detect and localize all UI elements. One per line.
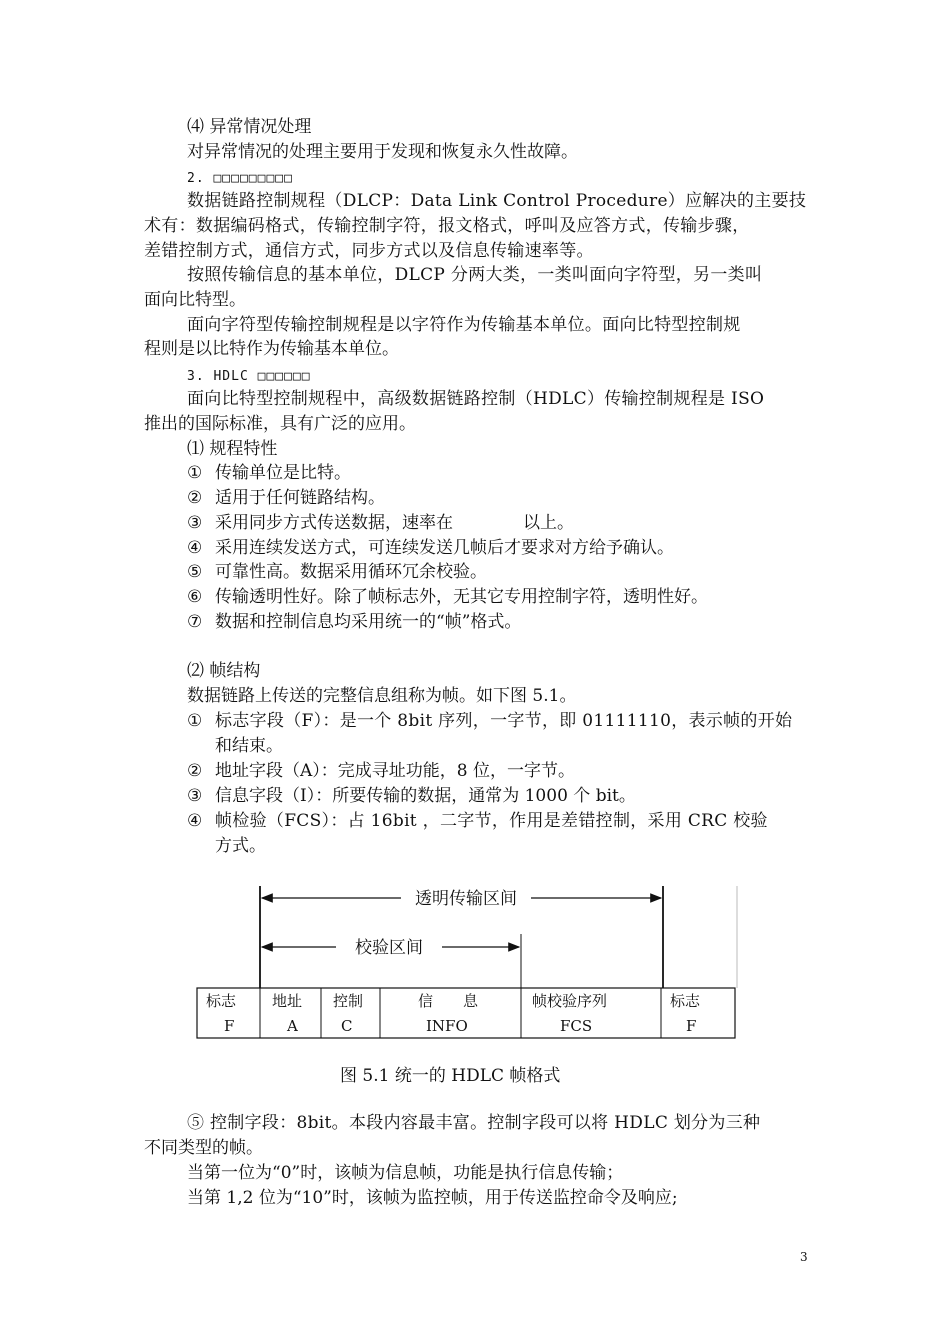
- paragraph-line: 按照传输信息的基本单位，DLCP 分两大类，一类叫面向字符型，另一类叫: [187, 265, 763, 285]
- paragraph-line: 当第 1,2 位为“10”时，该帧为监控帧，用于传送监控命令及响应;: [187, 1188, 678, 1208]
- paragraph-line: ⑤ 控制字段：8bit。本段内容最丰富。控制字段可以将 HDLC 划分为三种: [187, 1113, 761, 1133]
- paragraph-line: 面向字符型传输控制规程是以字符作为传输基本单位。面向比特型控制规: [187, 315, 741, 335]
- section-heading-2-text: 2. □□□□□□□□□: [187, 171, 293, 186]
- list-text: 可靠性高。数据采用循环冗余校验。: [215, 562, 487, 582]
- list-text: 采用连续发送方式，可连续发送几帧后才要求对方给予确认。: [215, 538, 674, 558]
- cell-bottom: INFO: [426, 1017, 468, 1035]
- cell-bottom: A: [287, 1017, 298, 1035]
- list-number: ④: [187, 538, 203, 558]
- list-text: 数据和控制信息均采用统一的“帧”格式。: [215, 612, 522, 632]
- subheading-features: ⑴ 规程特性: [187, 439, 278, 459]
- list-item: [187, 512, 851, 534]
- cell-bottom: FCS: [560, 1017, 593, 1035]
- paragraph-line: 程则是以比特作为传输基本单位。: [144, 339, 399, 359]
- list-item: [187, 611, 851, 633]
- list-number: ④: [187, 811, 203, 831]
- list-text: 传输单位是比特。: [215, 463, 351, 483]
- list-item: [187, 487, 851, 509]
- paragraph-line: 面向比特型控制规程中，高级数据链路控制（HDLC）传输控制规程是 ISO: [187, 389, 765, 409]
- list-number: ⑦: [187, 612, 203, 632]
- cell-bottom: C: [341, 1017, 353, 1035]
- list-text: 地址字段（A）：完成寻址功能，8 位，一字节。: [215, 761, 575, 781]
- list-item: [187, 537, 851, 559]
- cell-bottom: F: [224, 1017, 235, 1035]
- cell-top: 标志: [670, 992, 701, 1010]
- paragraph-line: 数据链路上传送的完整信息组称为帧。如下图 5.1。: [187, 686, 577, 706]
- list-text: 采用同步方式传送数据，速率在: [215, 513, 453, 533]
- list-number: ③: [187, 513, 203, 533]
- list-text: 适用于任何链路结构。: [215, 488, 385, 508]
- cell-top: 地址: [272, 992, 303, 1010]
- paragraph-line: 推出的国际标准，具有广泛的应用。: [144, 414, 416, 434]
- paragraph-line: 不同类型的帧。: [144, 1138, 263, 1158]
- list-item: [187, 586, 851, 608]
- paragraph-line: 数据链路控制规程（DLCP：Data Link Control Procedure）应解决的主要技: [187, 191, 807, 211]
- cell-top: 控制: [333, 992, 364, 1010]
- page-number: 3: [800, 1250, 808, 1264]
- paragraph-line: 当第一位为“0”时，该帧为信息帧，功能是执行信息传输；: [187, 1163, 624, 1183]
- hdlc-frame-diagram: [196, 884, 741, 1044]
- section-heading-2: [187, 166, 807, 190]
- transparent-label: 透明传输区间: [415, 889, 517, 909]
- list-item: [187, 785, 851, 807]
- section-heading-3-text: 3. HDLC □□□□□□: [187, 369, 311, 384]
- list-text: 信息字段（I）：所要传输的数据，通常为 1000 个 bit。: [215, 786, 636, 806]
- list-item: [187, 710, 851, 732]
- list-item-cont: 方式。: [215, 836, 266, 856]
- list-number: ①: [187, 711, 203, 731]
- list-item: [187, 760, 851, 782]
- figure-caption: 图 5.1 统一的 HDLC 帧格式: [340, 1066, 561, 1086]
- heading-abnormal: ⑷ 异常情况处理: [187, 117, 312, 137]
- cell-bottom: F: [686, 1017, 697, 1035]
- cell-top: 帧校验序列: [532, 992, 608, 1010]
- cell-top: 信 息: [418, 992, 479, 1010]
- paragraph-line: 差错控制方式，通信方式，同步方式以及信息传输速率等。: [144, 241, 594, 261]
- list-number: ①: [187, 463, 203, 483]
- list-number: ⑤: [187, 562, 203, 582]
- subheading-frame: ⑵ 帧结构: [187, 661, 261, 681]
- list-number: ⑥: [187, 587, 203, 607]
- paragraph-line: 术有：数据编码格式，传输控制字符，报文格式，呼叫及应答方式，传输步骤，: [144, 216, 750, 236]
- check-label: 校验区间: [355, 938, 423, 958]
- list-number: ③: [187, 786, 203, 806]
- list-item-cont: 和结束。: [215, 736, 283, 756]
- section-heading-3: [187, 364, 807, 388]
- paragraph-line: 面向比特型。: [144, 290, 246, 310]
- list-text: 标志字段（F）：是一个 8bit 序列，一字节，即 01111110，表示帧的开始: [215, 711, 793, 731]
- list-item: [187, 810, 851, 832]
- list-number: ②: [187, 761, 203, 781]
- list-text: 帧检验（FCS）：占 16bit ，二字节，作用是差错控制，采用 CRC 校验: [215, 811, 768, 831]
- paragraph: 对异常情况的处理主要用于发现和恢复永久性故障。: [187, 142, 578, 162]
- list-item: [187, 561, 851, 583]
- list-item: [187, 462, 851, 484]
- list-number: ②: [187, 488, 203, 508]
- list-text-tail: 以上。: [523, 513, 574, 533]
- list-text: 传输透明性好。除了帧标志外，无其它专用控制字符，透明性好。: [215, 587, 708, 607]
- cell-top: 标志: [206, 992, 237, 1010]
